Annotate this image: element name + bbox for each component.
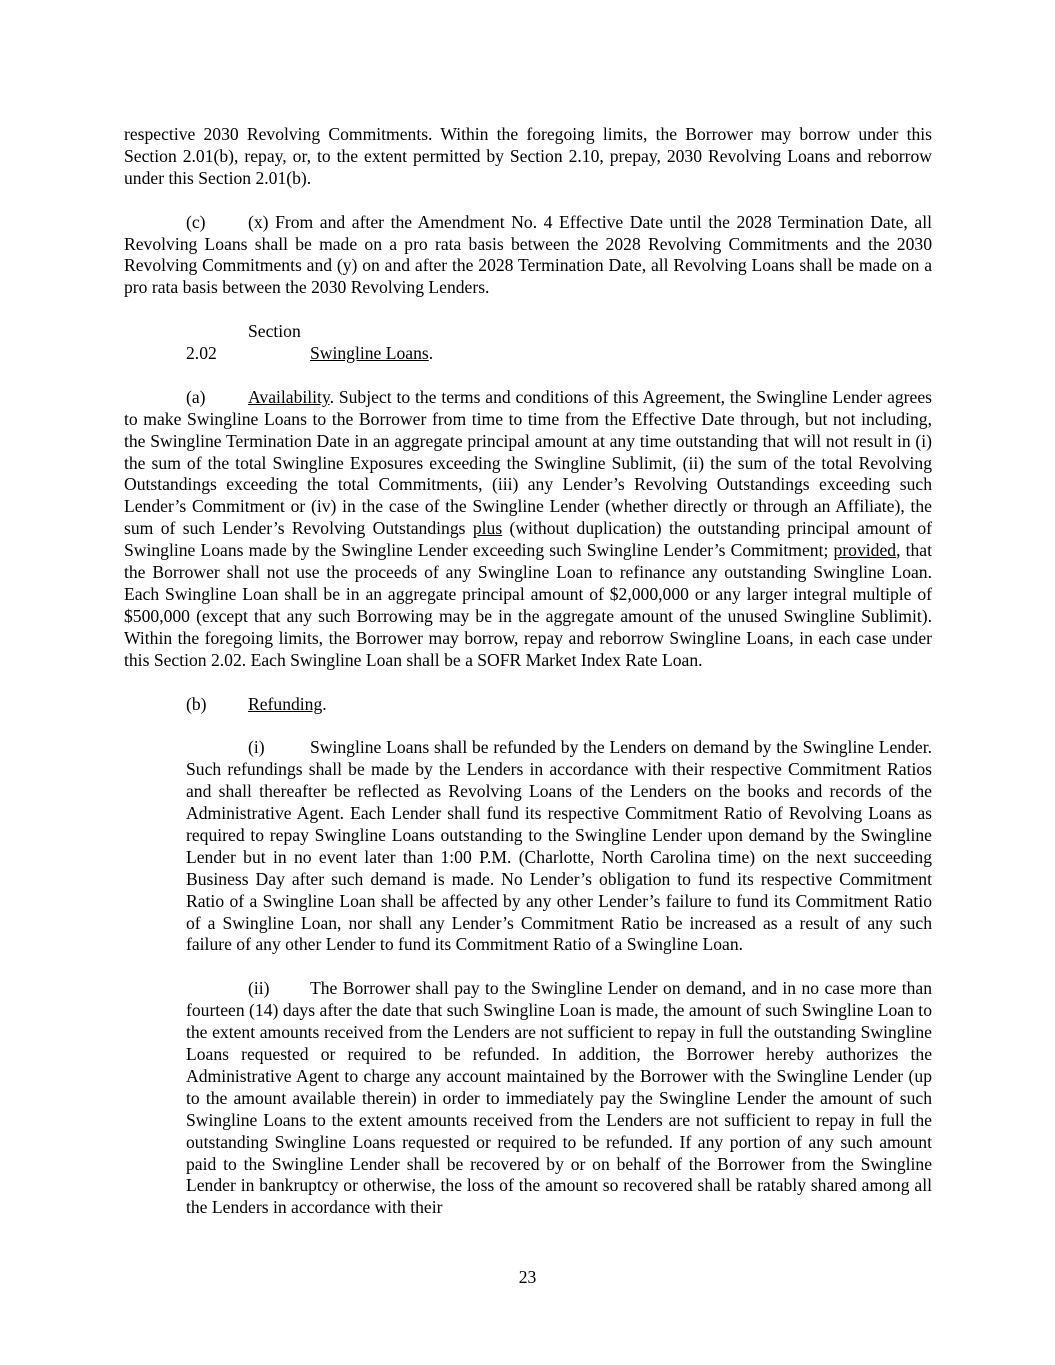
section-2-02-heading — [124, 321, 932, 365]
document-page — [124, 124, 932, 1219]
paragraph-c-text: (x) From and after the Amendment No. 4 Effective Date until the 2028 Termination Date, all Revolving Loans shall be made on a pro rata basis between the 2028 Revolving Commitments and the 2030 Revolving Commitments and (y) on and after the 2028 Termination Date, all Revolving Loans shall be made on a pro rata basis between the 2030 Revolving Lenders. — [124, 211, 932, 298]
provided-term: provided — [833, 540, 897, 561]
section-number: Section 2.02 — [186, 321, 301, 364]
paragraph-b-ii — [186, 978, 932, 1219]
plus-term: plus — [472, 518, 503, 539]
paragraph-b-i-text: Swingline Loans shall be refunded by the Lenders on demand by the Swingline Lender. Such refundings shall be made by the Lenders in accordance with their respective Commitment Ratios and shall thereafter be reflected as Revolving Loans of the Lenders on the books and records of the Administrative Agent. Each Lender shall fund its respective Commitment Ratio of Revolving Loans as required to repay Swingline Loans outstanding to the Swingline Lender upon demand by the Swingline Lender but in no event later than 1:00 P.M. (Charlotte, North Carolina time) on the next succeeding Business Day after such demand is made. No Lender’s obligation to fund its respective Commitment Ratio of a Swingline Loan shall be affected by any other Lender’s failure to fund its Commitment Ratio of a Swingline Loan, nor shall any Lender’s Commitment Ratio be increased as a result of any such failure of any other Lender to fund its Commitment Ratio of a Swingline Loan. — [186, 737, 932, 955]
paragraph-a-heading: Availability — [248, 386, 330, 407]
paragraph-c-label: (c) — [186, 211, 206, 232]
paragraph-b-ii-text: The Borrower shall pay to the Swingline Lender on demand, and in no case more than fourteen (14) days after the date that such Swingline Loan is made, the amount of such Swingline Loan to the extent amounts received from the Lenders are not sufficient to repay in full the outstanding Swingline Loans requested or required to be refunded. In addition, the Borrower hereby authorizes the Administrative Agent to charge any account maintained by the Borrower with the Swingline Lender (up to the amount available therein) in order to immediately pay the Swingline Lender the amount of such Swingline Loans to the extent amounts received from the Lenders are not sufficient to repay in full the outstanding Swingline Loans requested or required to be refunded. If any portion of any such amount paid to the Swingline Lender shall be recovered by or on behalf of the Borrower from the Swingline Lender in bankruptcy or otherwise, the loss of the amount so recovered shall be ratably shared among all the Lenders in accordance with their — [186, 978, 932, 1218]
section-title: Swingline Loans — [310, 343, 429, 364]
paragraph-a-label: (a) — [186, 386, 206, 407]
paragraph-a — [124, 387, 932, 672]
section-title-end: . — [428, 343, 434, 364]
paragraph-b-ii-label: (ii) — [248, 978, 270, 999]
page-number: 23 — [518, 1267, 537, 1287]
paragraph-a-heading-end: . — [329, 386, 334, 407]
paragraph-c — [124, 212, 932, 300]
paragraph-b-heading-end: . — [322, 693, 327, 714]
paragraph-b-i-label: (i) — [248, 737, 265, 758]
paragraph-a-text-3: , that the Borrower shall not use the proceeds of any Swingline Loan to refinance any outstanding Swingline Loan. Each Swingline Loan shall be in an aggregate principal amount of $2,000,000 or any larger integral multiple of $500,000 (except that any such Borrowing may be in the aggregate amount of the unused Swingline Sublimit). Within the foregoing limits, the Borrower may borrow, repay and reborrow Swingline Loans, in each case under this Section 2.02. Each Swingline Loan shall be a SOFR Market Index Rate Loan. — [124, 540, 933, 670]
paragraph-b-i — [186, 737, 932, 956]
continuation-paragraph — [124, 124, 932, 190]
paragraph-b — [124, 694, 932, 716]
paragraph-a-text-1: Subject to the terms and conditions of this Agreement, the Swingline Lender agrees to make Swingline Loans to the Borrower from time to time from the Effective Date through, but not including, the Swingline Termination Date in an aggregate principal amount at any time outstanding that will not result in (i) the sum of the total Swingline Exposures exceeding the Swingline Sublimit, (ii) the sum of the total Revolving Outstandings exceeding the total Commitments, (iii) any Lender’s Revolving Outstandings exceeding such Lender’s Commitment or (iv) in the case of the Swingline Lender (whether directly or through an Affiliate), the sum of such Lender’s Revolving Outstandings — [124, 386, 932, 539]
paragraph-b-label: (b) — [186, 693, 207, 714]
continuation-text: respective 2030 Revolving Commitments. Within the foregoing limits, the Borrower may borrow under this Section 2.01(b), repay, or, to the extent permitted by Section 2.10, prepay, 2030 Revolving Loans and reborrow under this Section 2.01(b). — [124, 124, 932, 188]
paragraph-a-text-2: (without duplication) the outstanding principal amount of Swingline Loans made by the Swingline Lender exceeding such Swingline Lender’s Commitment; — [124, 518, 932, 561]
paragraph-b-heading: Refunding — [248, 693, 323, 714]
